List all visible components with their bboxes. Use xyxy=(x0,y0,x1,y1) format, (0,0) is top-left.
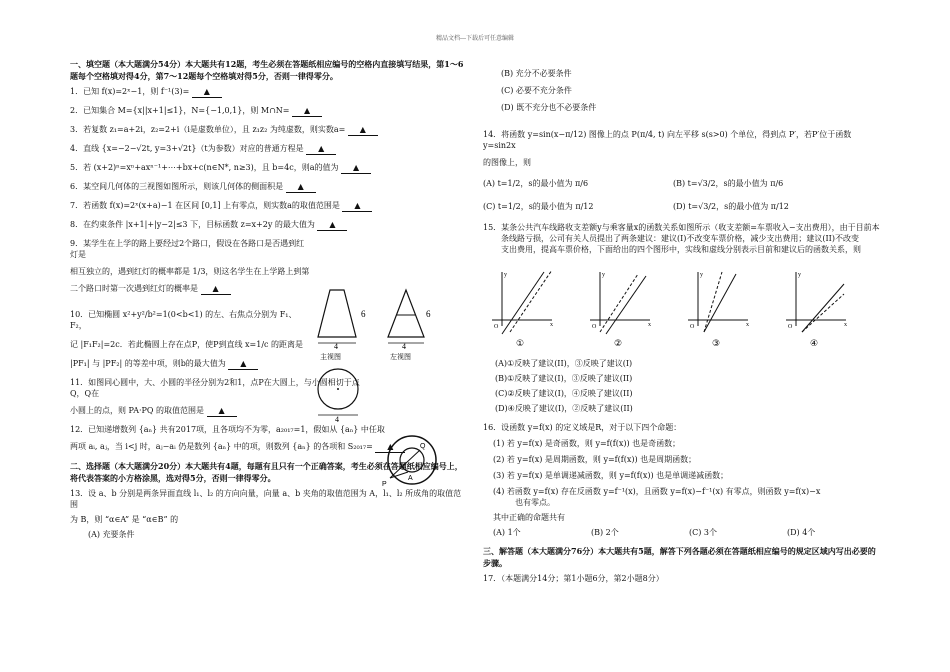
section-3-heading: 三、解答题（本大题满分76分）本大题共有5题，解答下列各题必须在答题纸相应编号的规定区域内写出必要的步骤。 xyxy=(483,546,876,568)
concentric-circles-figure xyxy=(382,432,442,492)
page-header: 精品文档---下载后可任意编辑 xyxy=(435,35,515,42)
question-10: 10．已知椭圆 x²+y²/b²=1(0<b<1) 的左、右焦点分别为 F₁、F₂， 记 |F₁F₂|=2c．若此椭圆上存在点P，使P到直线 x=1/c 的距离是 |PF₁| 与 |PF₂| 的等差中项，则b的最大值为 ▲ xyxy=(70,310,304,368)
section-1-heading: 一、填空题（本大题满分54分）本大题共有12题，考生必须在答题纸相应编号的空格内直接填写结果，第1～6题每个空格填对得4分，第7～12题每个空格填对得5分，否则一律得零分。 xyxy=(70,59,464,81)
label-P: P xyxy=(382,481,387,488)
graph-number: ③ xyxy=(712,339,721,349)
answer-blank: ▲ xyxy=(201,283,231,295)
q16-option-c: (C) 3个 xyxy=(689,528,717,537)
answer-blank: ▲ xyxy=(342,200,372,212)
question-17: 17．（本题满分14分；第1小题6分，第2小题8分） xyxy=(483,574,664,583)
question-6: 6．某空间几何体的三视图如图所示，则该几何体的侧面积是 ▲ xyxy=(70,181,465,193)
q15-graphs xyxy=(488,268,883,350)
graph-number: ① xyxy=(516,339,525,349)
solid-line xyxy=(502,272,544,334)
answer-blank: ▲ xyxy=(375,441,405,453)
dashed-line xyxy=(802,294,844,332)
axis-y-label: y xyxy=(798,272,801,278)
graph-4 xyxy=(786,272,847,349)
top-view-center xyxy=(337,388,339,390)
q15-option-a: (A)①反映了建议(II)，③反映了建议(I) xyxy=(495,359,633,368)
answer-blank: ▲ xyxy=(292,105,322,117)
q14-option-b: (B) t=√3/2，s的最小值为 π/6 xyxy=(673,179,784,188)
q15-option-c: (C)②反映了建议(I)，④反映了建议(II) xyxy=(495,389,633,398)
graph-number: ④ xyxy=(810,339,819,349)
axis-x-label: x xyxy=(844,322,847,328)
q15-option-d: (D)④反映了建议(I)，②反映了建议(II) xyxy=(495,404,633,413)
dashed-line xyxy=(510,270,552,332)
axis-y-label: y xyxy=(700,272,703,278)
left-dim-4: 4 xyxy=(402,342,406,351)
q16-option-b: (B) 2个 xyxy=(591,528,619,537)
question-16: 16．设函数 y=f(x) 的定义域是R，对于以下四个命题： (1) 若 y=f(x) 是奇函数，则 y=f(f(x)) 也是奇函数； (2) 若 y=f(x) 是周期函数，则 y=f(f(x)) 也是周期函数； (3) 若 y=f(x) 是单调递减函数，则 y=f(f(x)) 也是单调递减函数； (4) 若函数 y=f(x) 存在反函数 y=f⁻¹(x)，且函数 y=f(x)−f⁻¹(x) 有零点，则函数 y=f(x)−x 也有零点。 其中正确的命题共有 (A) 1个 (B) 2个 (C) 3个 (D) 4个 xyxy=(483,423,821,537)
left-view-triangle xyxy=(388,290,424,337)
q16-option-d: (D) 4个 xyxy=(787,528,816,537)
dashed-line xyxy=(600,274,638,332)
answer-blank: ▲ xyxy=(306,143,336,155)
answer-blank: ▲ xyxy=(317,219,347,231)
q14-option-d: (D) t=√3/2，s的最小值为 π/12 xyxy=(673,202,789,211)
q16-option-a: (A) 1个 xyxy=(493,528,521,537)
answer-blank: ▲ xyxy=(286,181,316,193)
small-circle xyxy=(400,448,424,472)
left-dim-6: 6 xyxy=(426,309,431,319)
front-dim-6: 6 xyxy=(361,309,366,319)
label-Q: Q xyxy=(420,443,426,450)
front-view-label: 主视图 xyxy=(320,353,341,361)
question-9: 9．某学生在上学的路上要经过2个路口，假设在各路口是否遇到红灯是 相互独立的，遇到红灯的概率都是 1/3，则这名学生在上学路上到第 二个路口时第一次遇到红灯的概率是 ▲ xyxy=(70,239,310,293)
question-11: 11．如图同心圆中，大、小圆的半径分别为2和1，点P在大圆上，与小圆相切于点Q，Q在 小圆上的点，则 PA·PQ 的取值范围是 ▲ xyxy=(70,378,360,415)
question-13: 13．设 a、b 分别是两条异面直线 l₁、l₂ 的方向向量，向量 a、b 夹角的取值范围为 A，l₁、l₂ 所成角的取值范围 为 B，则 “α∈A” 是 “α∈B” 的 (A) 充要条件 xyxy=(70,488,465,540)
front-view-trapezoid xyxy=(318,290,356,337)
top-dim-4: 4 xyxy=(335,415,339,424)
solid-line xyxy=(802,284,844,332)
question-12: 12．已知递增数列 {aₙ} 共有2017项，且各项均不为零，a₂₀₁₇=1，假如从 {aₙ} 中任取 两项 aᵢ, aⱼ，当 i<j 时，aⱼ−aᵢ 仍是数列 {aₙ} 中的项，则数列 {aₙ} 的各项和 S₂₀₁₇= ▲ xyxy=(70,424,440,453)
answer-blank: ▲ xyxy=(228,358,258,370)
axis-x-label: x xyxy=(746,322,749,328)
question-14: 14．将函数 y=sin(x−π/12) 图像上的点 P(π/4, t) 向左平移 s(s>0) 个单位，得到点 P′，若P′位于函数 y=sin2x 的图像上，则 (A) t=1/2，s的最小值为 π/6 (B) t=√3/2，s的最小值为 π/6 (C) t=1/2，s的最小值为 π/12 (D) t=√3/2，s的最小值为 π/12 xyxy=(483,130,852,211)
q15-option-b: (B)①反映了建议(I)，③反映了建议(II) xyxy=(495,374,633,383)
question-15: 15．某条公共汽车线路收支差额y与乘客量x的函数关系如图所示（收支差额=车票收入−支出费用），由于目前本 条线路亏损，公司有关人员提出了两条建议：建议(I)不改变车票价格，减少支出费用；建议(II)不改变 支出费用，提高车票价格，下面给出的四个图形中，实线和虚线分别表示目前和建议后的函数关系，则 xyxy=(483,223,880,254)
q13-option-c: (C) 必要不充分条件 xyxy=(501,86,572,95)
question-7: 7．若函数 f(x)=2ˣ(x+a)−1 在区间 [0,1] 上有零点，则实数a的取值范围是 ▲ xyxy=(70,200,465,212)
left-view-label: 左视图 xyxy=(390,353,411,361)
solid-line xyxy=(704,274,736,332)
question-8: 8．在约束条件 |x+1|+|y−2|≤3 下，目标函数 z=x+2y 的最大值为 ▲ xyxy=(70,219,465,231)
axis-x-label: x xyxy=(648,322,651,328)
axis-x-label: x xyxy=(550,322,553,328)
q13-option-a: (A) 充要条件 xyxy=(88,530,135,539)
q13-option-d: (D) 既不充分也不必要条件 xyxy=(501,103,597,112)
solid-line xyxy=(606,276,646,334)
axis-origin: O xyxy=(788,324,793,330)
dashed-line xyxy=(704,272,722,332)
answer-blank: ▲ xyxy=(192,86,222,98)
q14-option-c: (C) t=1/2，s的最小值为 π/12 xyxy=(483,202,594,211)
line-PQ xyxy=(390,450,420,478)
three-view-figure xyxy=(308,285,448,425)
graph-3 xyxy=(688,272,749,349)
q14-option-a: (A) t=1/2，s的最小值为 π/6 xyxy=(483,179,589,188)
answer-blank: ▲ xyxy=(341,162,371,174)
front-dim-4: 4 xyxy=(334,342,338,351)
axis-origin: O xyxy=(690,324,695,330)
question-4: 4．直线 {x=−2−√2t, y=3+√2t}（t为参数）对应的普通方程是 ▲ xyxy=(70,143,465,155)
q13-option-b: (B) 充分不必要条件 xyxy=(501,69,572,78)
axis-origin: O xyxy=(592,324,597,330)
question-3: 3．若复数 z₁=a+2i，z₂=2+i（i是虚数单位），且 z₁z₂ 为纯虚数，则实数a= ▲ xyxy=(70,124,465,136)
answer-blank: ▲ xyxy=(207,405,237,417)
graph-2 xyxy=(590,272,651,349)
graph-1 xyxy=(492,270,553,349)
graph-number: ② xyxy=(614,339,623,349)
axis-origin: O xyxy=(494,324,499,330)
axis-y-label: y xyxy=(602,272,605,278)
answer-blank: ▲ xyxy=(348,124,378,136)
question-2: 2．已知集合 M={x||x+1|≤1}，N={−1,0,1}，则 M∩N= ▲ xyxy=(70,105,465,117)
section-2-heading: 二、选择题（本大题满分20分）本大题共有4题，每题有且只有一个正确答案，考生必须在答题纸相应编号上，将代表答案的小方格涂黑，选对得5分，否则一律得零分。 xyxy=(70,461,463,483)
axis-y-label: y xyxy=(504,272,507,278)
question-1: 1．已知 f(x)=2ˣ−1，则 f⁻¹(3)= ▲ xyxy=(70,86,465,98)
question-5: 5．若 (x+2)ⁿ=xⁿ+axⁿ⁻¹+⋯+bx+c(n∈N*, n≥3)，且 b=4c，则a的值为 ▲ xyxy=(70,162,465,174)
label-A: A xyxy=(408,475,413,482)
